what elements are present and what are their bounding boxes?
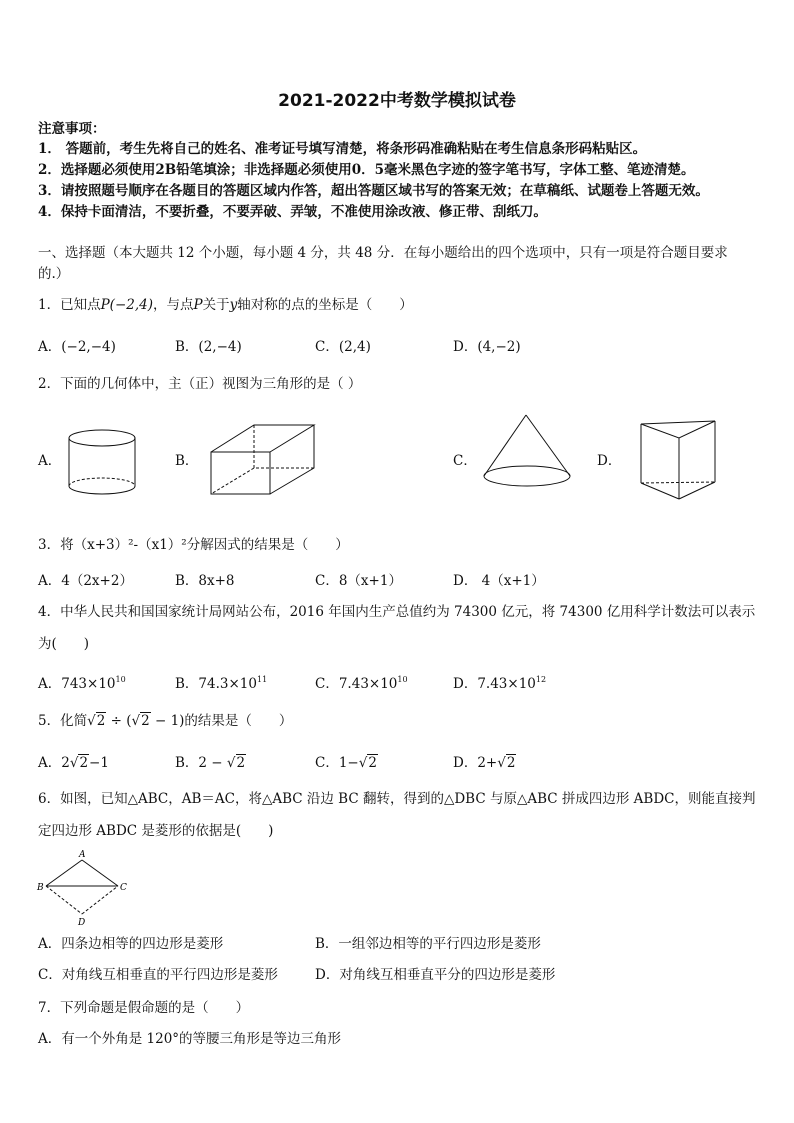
vertex-label-d: D [78, 918, 86, 928]
q5-option-d: D．2+√2 [453, 755, 516, 771]
question-4-stem: 4．中华人民共和国国家统计局网站公布，2016 年国内生产总值约为 74300 亿元，将 74300 亿用科学计数法可以表示 [38, 604, 756, 620]
question-7-stem: 7．下列命题是假命题的是（ ） [38, 1000, 250, 1016]
question-4-stem-cont: 为( ) [38, 636, 90, 652]
q7-option-a: A．有一个外角是 120°的等腰三角形是等边三角形 [38, 1031, 342, 1047]
q4-option-d: D．$7.43\times 10^{12}$ [453, 675, 547, 692]
q2-label-c: C． [453, 453, 477, 469]
q1-option-a: A．(−2,−4) [38, 339, 116, 355]
q1-option-c: C．(2,4) [315, 339, 371, 355]
notice-item: 4．保持卡面清洁，不要折叠，不要弄破、弄皱，不准使用涂改液、修正带、刮纸刀。 [38, 204, 547, 220]
q4-option-c: C．$7.43\times 10^{10}$ [315, 675, 408, 692]
q3-option-d: D． 4（x+1） [453, 573, 545, 589]
q3-option-a: A．4（2x+2） [38, 573, 133, 589]
cone-figure [482, 414, 574, 490]
q3-option-b: B．8x+8 [175, 573, 235, 589]
q3-option-c: C．8（x+1） [315, 573, 402, 589]
q4-option-b: B．$74.3\times 10^{11}$ [175, 675, 268, 692]
q6-option-d: D．对角线互相垂直平分的四边形是菱形 [315, 967, 556, 983]
q1-option-d: D．(4,−2) [453, 339, 521, 355]
section-heading-cont: 的.） [38, 266, 70, 282]
notice-heading: 注意事项： [38, 121, 106, 137]
question-6-stem: 6．如图，已知△ABC，AB＝AC，将△ABC 沿边 BC 翻转，得到的△DBC 与原△ABC 拼成四边形 ABDC，则能直接判 [38, 791, 756, 807]
q4-option-a: A．$743\times 10^{10}$ [38, 675, 126, 692]
question-3-stem: 3．将（x+3）²-（x1）²分解因式的结果是（ ） [38, 537, 349, 553]
q5-option-a: A．2√2−1 [38, 755, 109, 771]
q2-label-d: D． [597, 453, 622, 469]
notice-item: 2．选择题必须使用2B铅笔填涂；非选择题必须使用0．5毫米黑色字迹的签字笔书写，字体工整、笔迹清楚。 [38, 162, 695, 178]
question-5-stem: 5．化简√2 ÷ (√2 − 1)的结果是（ ） [38, 713, 293, 729]
q1-option-b: B．(2,−4) [175, 339, 242, 355]
q6-option-a: A．四条边相等的四边形是菱形 [38, 936, 224, 952]
q2-label-a: A． [38, 453, 62, 469]
q6-option-c: C．对角线互相垂直的平行四边形是菱形 [38, 967, 278, 983]
q5-option-b: B．2 − √2 [175, 755, 246, 771]
vertex-label-a: A [79, 850, 86, 860]
question-2-stem: 2．下面的几何体中，主（正）视图为三角形的是（ ） [38, 376, 362, 392]
question-1-stem: 1．已知点P(−2,4)，与点P关于y轴对称的点的坐标是（ ） [38, 297, 413, 313]
q2-label-b: B． [175, 453, 199, 469]
q5-option-c: C．1−√2 [315, 755, 377, 771]
q6-option-b: B．一组邻边相等的平行四边形是菱形 [315, 936, 541, 952]
rhombus-figure [36, 848, 136, 928]
notice-item: 1． 答题前，考生先将自己的姓名、准考证号填写清楚，将条形码准确粘贴在考生信息条形码粘贴区。 [38, 141, 647, 157]
vertex-label-c: C [120, 883, 127, 893]
cylinder-figure [68, 428, 140, 498]
notice-item: 3．请按照题号顺序在各题目的答题区域内作答，超出答题区域书写的答案无效；在草稿纸、试题卷上答题无效。 [38, 183, 709, 199]
prism-figure [640, 420, 720, 502]
cuboid-figure [210, 424, 325, 496]
question-6-stem-cont: 定四边形 ABDC 是菱形的依据是( ) [38, 823, 274, 839]
vertex-label-b: B [37, 883, 44, 893]
section-heading: 一、选择题（本大题共 12 个小题，每小题 4 分，共 48 分．在每小题给出的四个选项中，只有一项是符合题目要求 [38, 245, 728, 261]
page-title: 2021-2022中考数学模拟试卷 [278, 91, 516, 111]
